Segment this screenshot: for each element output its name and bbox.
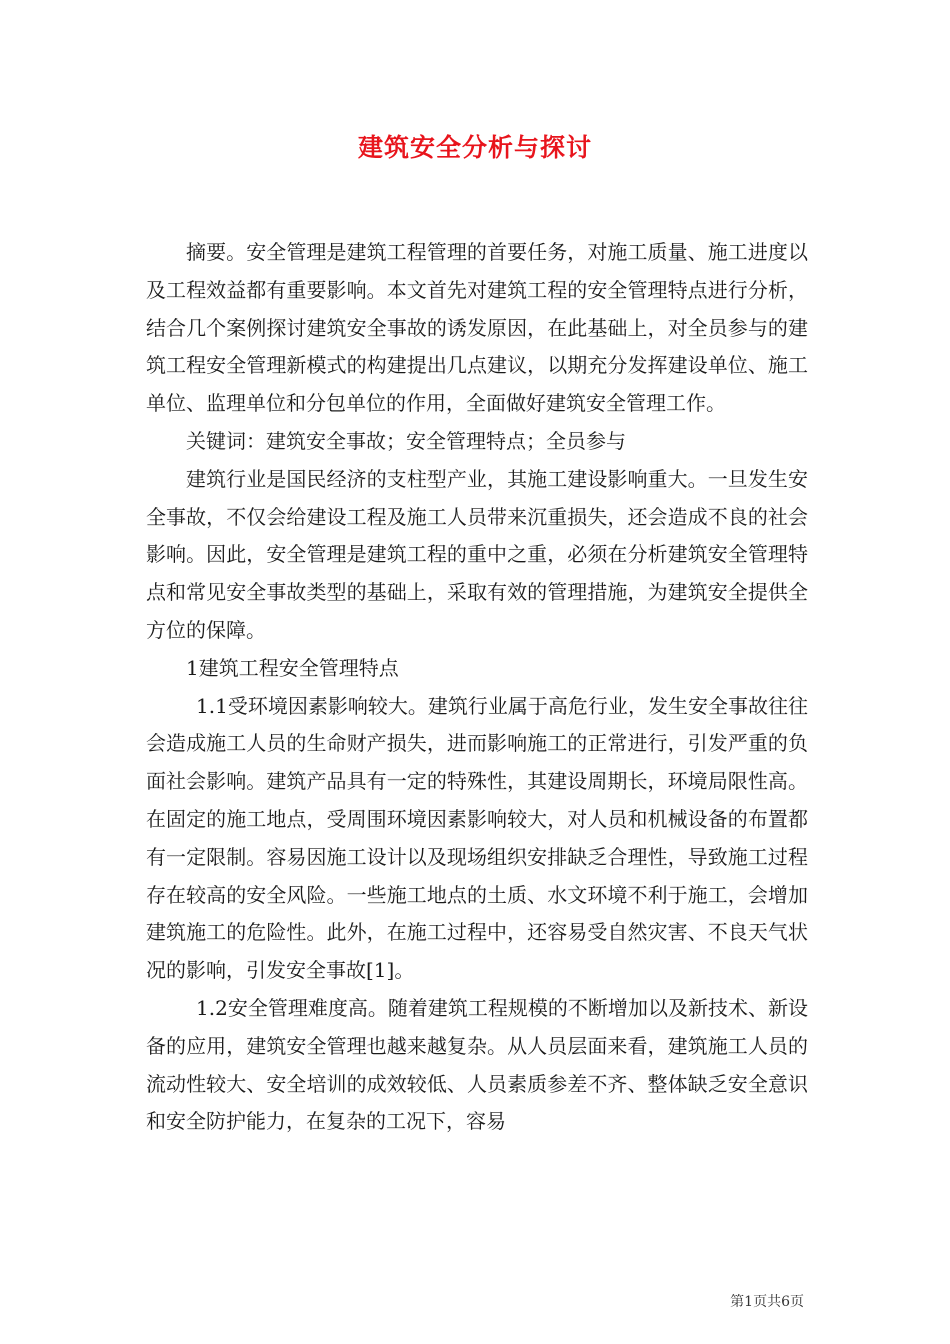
subsection-1-1-paragraph: 1.1受环境因素影响较大。建筑行业属于高危行业，发生安全事故往往会造成施工人员的生命财产损失，进而影响施工的正常进行，引发严重的负面社会影响。建筑产品具有一定的特殊性，其建设周期长，环境局限性高。在固定的施工地点，受周围环境因素影响较大，对人员和机械设备的布置都有一定限制。容易因施工设计以及现场组织安排缺乏合理性，导致施工过程存在较高的安全风险。一些施工地点的土质、水文环境不利于施工，会增加建筑施工的危险性。此外，在施工过程中，还容易受自然灾害、不良天气状况的影响，引发安全事故[1]。 xyxy=(146,693,808,983)
document-title: 建筑安全分析与探讨 xyxy=(357,133,592,162)
abstract-paragraph: 摘要。安全管理是建筑工程管理的首要任务，对施工质量、施工进度以及工程效益都有重要影响。本文首先对建筑工程的安全管理特点进行分析，结合几个案例探讨建筑安全事故的诱发原因，在此基础上，对全员参与的建筑工程安全管理新模式的构建提出几点建议，以期充分发挥建设单位、施工单位、监理单位和分包单位的作用，全面做好建筑安全管理工作。 xyxy=(146,240,808,416)
intro-paragraph: 建筑行业是国民经济的支柱型产业，其施工建设影响重大。一旦发生安全事故，不仅会给建设工程及施工人员带来沉重损失，还会造成不良的社会影响。因此，安全管理是建筑工程的重中之重，必须在分析建筑安全管理特点和常见安全事故类型的基础上，采取有效的管理措施，为建筑安全提供全方位的保障。 xyxy=(146,466,808,642)
keywords-paragraph: 关键词：建筑安全事故；安全管理特点；全员参与 xyxy=(186,428,626,453)
page-number: 第1页共6页 xyxy=(730,1294,804,1310)
subsection-1-2-paragraph: 1.2安全管理难度高。随着建筑工程规模的不断增加以及新技术、新设备的应用，建筑安全管理也越来越复杂。从人员层面来看，建筑施工人员的流动性较大、安全培训的成效较低、人员素质参差不齐、整体缺乏安全意识和安全防护能力，在复杂的工况下，容易 xyxy=(146,995,808,1134)
section-heading: 1建筑工程安全管理特点 xyxy=(186,655,399,680)
document-body xyxy=(146,234,808,1141)
